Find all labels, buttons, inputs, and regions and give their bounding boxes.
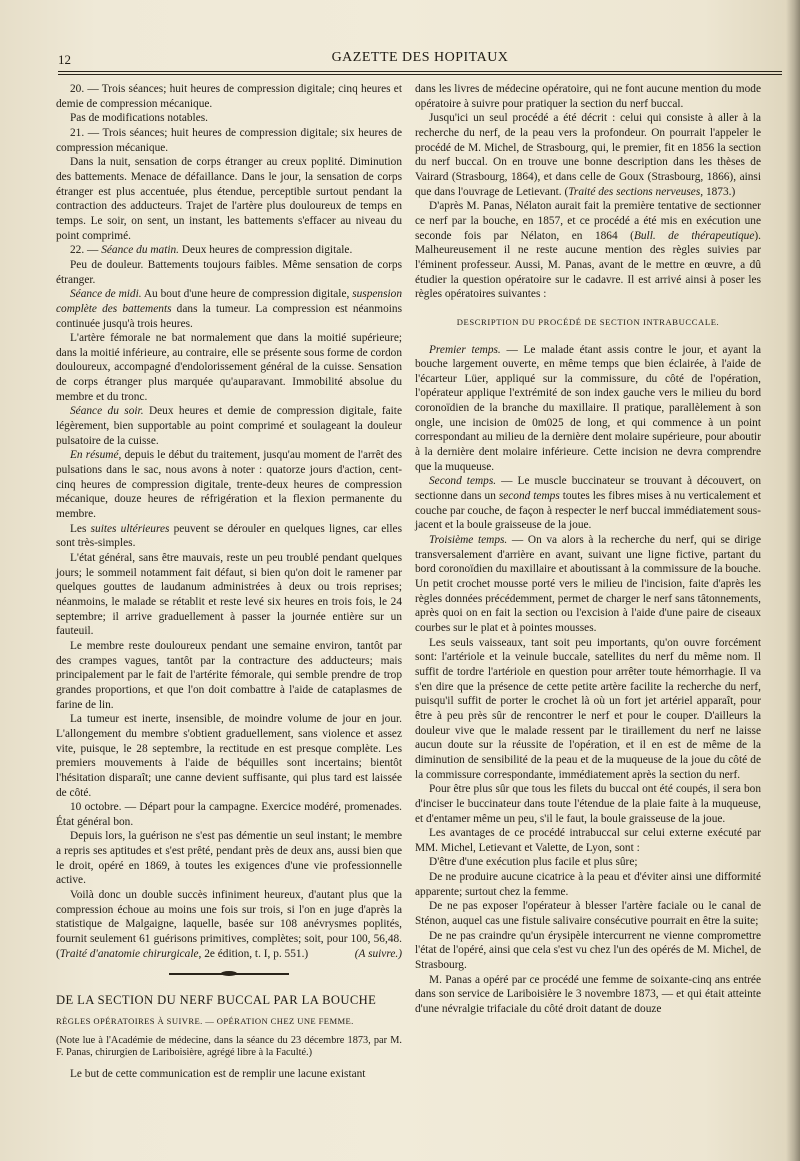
paragraph: Dans la nuit, sensation de corps étranger au creux poplité. Diminution des battements. Menace de défaillance. Dans le jour, la sensation de corps étranger est plus accentuée, plus étendue, perceptible surtout pendant la contraction des adducteurs. Trajet de l'artère plus douloureux de temps en temps. Le soir, on sent, un instant, les battements s'effacer au niveau du point comprimé. xyxy=(56,156,402,242)
paragraph: Séance du soir. Deux heures et demie de compression digitale, faite légèrement, bien supportable au point comprimé et soulageant la douleur pulsatoire de la cuisse. xyxy=(56,405,402,447)
page-edge-shadow xyxy=(786,0,800,1161)
paragraph: Pas de modifications notables. xyxy=(70,112,208,125)
paragraph: Les seuls vaisseaux, tant soit peu importants, qu'on ouvre forcément sont: l'artériole et la veinule buccale, satellites du nerf du même nom. Il suffit de tordre l'artériole en question pour arrêter toute hémorrhagie. Il va s'en dire que la présence de cette petite artère facilite la recherche du nerf, puisqu'il suffit de porter le crochet là où un fort jet artériel apparaît, pour être à peu près sûr de rencontrer le nerf et pour le couper. D'ailleurs la douleur vive que le malade ressent par le tiraillement du nerf ne laisse aucun doute sur la réussite de l'opération, et il en est de même de la diminution de sensibilité de la peau et de la muqueuse de la joue du côté de la commissure correspondante, immédiatement après la section du nerf. xyxy=(415,636,761,781)
section-separator xyxy=(169,971,289,977)
paragraph: Voilà donc un double succès infiniment heureux, d'autant plus que la compression échoue au moins une fois sur trois, si l'on en juge d'après la statistique de Malgaigne, laquelle, basée sur 108 anévrysmes poplités, fournit seulement 61 guérisons primitives, complètes; soit, pour 100, 56,48. (Traité d'anatomie chirurgicale, 2e édition, t. I, p. 551.) (A suivre.) xyxy=(56,889,402,960)
paragraph: Second temps. — Le muscle buccinateur se trouvant à découvert, on sectionne dans un second temps toutes les fibres mises à nu verticalement et couche par couche, de façon à respecter le nerf buccal immédiatement sous-jacent et la boule graisseuse de la joue. xyxy=(415,475,761,532)
paragraph: D'après M. Panas, Nélaton aurait fait la première tentative de sectionner ce nerf par la bouche, en 1857, et ce procédé a été mis en exécution une seconde fois par Nélaton, en 1864 (Bull. de thérapeutique). Malheureusement il ne reste aucune mention des règles suivies par l'éminent professeur. Aussi, M. Panas, avant de le mettre en œuvre, a dû étudier la question opératoire sur le cadavre. Il est arrivé ainsi à poser les règles opératoires suivantes : xyxy=(415,200,762,301)
paragraph: Peu de douleur. Battements toujours faibles. Même sensation de corps étranger. xyxy=(56,258,402,286)
paragraph: De ne pas exposer l'opérateur à blesser l'artère faciale ou le canal de Sténon, auquel cas une fistule salivaire consécutive pourrait en être la suite; xyxy=(415,900,761,928)
paragraph: dans les livres de médecine opératoire, qui ne font aucune mention du mode opératoire à suivre pour pratiquer la section du nerf buccal. xyxy=(415,83,761,110)
paragraph: Jusqu'ici un seul procédé a été décrit : celui qui consiste à aller à la recherche du nerf, de la peau vers la profondeur. On pourrait l'appeler le procédé de M. Michel, de Strasbourg, qui, le premier, fit en 1856 la section du nerf buccal. On en trouve une bonne description dans les thèses de Vairard (Strasbourg, 1864), et dans celle de Goux (Strasbourg, 1866), ainsi que dans l'ouvrage de Letievant. (Traité des sections nerveuses, 1873.) xyxy=(415,112,761,198)
article-subtitle: RÈGLES OPÉRATOIRES À SUIVRE. — OPÉRATION CHEZ UNE FEMME. xyxy=(56,1016,354,1027)
left-column xyxy=(56,82,402,1082)
section-heading: DESCRIPTION DU PROCÉDÉ DE SECTION INTRABUCCALE. xyxy=(456,316,720,327)
to-be-continued: (A suivre.) xyxy=(354,947,402,960)
paragraph: Troisième temps. — On va alors à la recherche du nerf, qui se dirige transversalement d'arrière en avant, suivant une ligne fictive, partant du bord coronoïdien du maxillaire et aboutissant à la commissure de la bouche. Un petit crochet mousse porté vers le milieu de l'incision, faite d'après les règles données précédemment, permet de charger le nerf sans tâtonnements, après quoi on en fait la section ou l'excision à l'aide d'une paire de ciseaux courbes sur le plat et à pointes mousses. xyxy=(415,534,761,634)
article-note: (Note lue à l'Académie de médecine, dans la séance du 23 décembre 1873, par M. F. Panas, chirurgien de Lariboisière, agrégé libre à la Faculté.) xyxy=(56,1034,402,1059)
paragraph: L'état général, sans être mauvais, reste un peu troublé pendant quelques jours; le sommeil notamment fait défaut, si bien qu'on doit le ramener par quelques gouttes de laudanum administrées à deux ou trois reprises; néanmoins, le malade se rétablit et reste levé six heures en trois fois, le 24 septembre; il arrive graduellement à passer la journée entière sur un fauteuil. xyxy=(56,552,402,638)
running-title: GAZETTE DES HOPITAUX xyxy=(331,50,509,65)
page-header xyxy=(58,46,782,70)
paragraph: Pour être plus sûr que tous les filets du buccal ont été coupés, il sera bon d'inciser le buccinateur dans toute l'étendue de la plaie faite à la muqueuse, et d'entamer même un peu, s'il le faut, la boule graisseuse de la joue. xyxy=(415,783,761,825)
paragraph: Depuis lors, la guérison ne s'est pas démentie un seul instant; le membre a repris ses aptitudes et s'est prêté, pendant près de deux ans, aussi bien que le droit, opéré en 1869, à toutes les exigences d'une vie professionnelle active. xyxy=(56,830,402,887)
article-title: DE LA SECTION DU NERF BUCCAL PAR LA BOUCHE xyxy=(56,993,377,1008)
paragraph: 21. — Trois séances; huit heures de compression digitale; six heures de compression mécanique. xyxy=(56,126,402,154)
paragraph: Les suites ultérieures peuvent se dérouler en quelques lignes, car elles sont très-simples. xyxy=(56,522,402,550)
right-column xyxy=(415,82,761,1017)
paragraph: 22. — Séance du matin. Deux heures de compression digitale. xyxy=(70,244,353,257)
page-number: 12 xyxy=(58,52,71,67)
paragraph: Le membre reste douloureux pendant une semaine environ, tantôt par des crampes vagues, tantôt par la contracture des adducteurs; mais principalement par le fait de l'artérite fémorale, qui semble prendre de trop grandes proportions, et que l'on doit combattre à l'aide de cataplasmes de farine de lin. xyxy=(56,639,402,711)
paragraph: De ne pas craindre qu'un érysipèle intercurrent ne vienne compromettre l'état de l'opéré, ainsi que cela s'est vu chez l'un des opérés de M. Michel, de Strasbourg. xyxy=(415,929,761,972)
paragraph: 10 octobre. — Départ pour la campagne. Exercice modéré, promenades. État général bon. xyxy=(56,801,402,828)
paragraph: M. Panas a opéré par ce procédé une femme de soixante-cinq ans entrée dans son service de Lariboisière le 3 novembre 1873, — et qui était atteinte d'une névralgie trifaciale du côté droit datant de douze xyxy=(415,973,761,1016)
paragraph: Premier temps. — Le malade étant assis contre le jour, et ayant la bouche largement ouverte, en même temps que bien éclairée, à l'aide de l'écarteur Lüer, appliqué sur la commissure, du côté de l'opération, l'opérateur applique l'extrémité de son index gauche vers le milieu du bord coronoïdien de la branche du maxillaire. Il pratique, parallèlement à son ongle, une incision de 0m025 de long, et qui commence à un point correspondant au milieu de la dernière dent molaire supérieure, pour aboutir à la dernière dent molaire inférieure. Cette incision ne devra comprendre que la muqueuse. xyxy=(415,343,761,473)
paragraph: D'être d'une exécution plus facile et plus sûre; xyxy=(429,856,638,869)
paragraph: Le but de cette communication est de remplir une lacune existant xyxy=(70,1067,366,1080)
paragraph: L'artère fémorale ne bat normalement que dans la moitié supérieure; dans la moitié inférieure, au contraire, elle se présente sous forme de cordon douloureux, accompagné d'endolorissement général de la cuisse. Sensation de corps étranger plus marquée qu'auparavant. Immobilité absolue du membre et du tronc. xyxy=(56,332,402,403)
paragraph: 20. — Trois séances; huit heures de compression digitale; cinq heures et demie de compression mécanique. xyxy=(56,83,402,110)
paragraph: De ne produire aucune cicatrice à la peau et d'éviter ainsi une difformité apparente; surtout chez la femme. xyxy=(415,871,761,898)
paragraph: La tumeur est inerte, insensible, de moindre volume de jour en jour. L'allongement du membre s'obtient graduellement, sans violence et assez vite, puisque, le 28 septembre, la rectitude en est presque complète. Les premiers mouvements à l'aide de béquilles sont incertains; bientôt l'hésitation disparaît; une canne devient suffisante, qui plus tard est laissée de côté. xyxy=(56,713,402,799)
paragraph: Les avantages de ce procédé intrabuccal sur celui externe exécuté par MM. Michel, Letievant et Valette, de Lyon, sont : xyxy=(415,827,761,854)
header-rule xyxy=(58,71,782,75)
paragraph: En résumé, depuis le début du traitement, jusqu'au moment de l'arrêt des pulsations dans le sac, nous avons à noter : quatorze jours d'action, cent-cinq heures de compression digitale, trente-deux heures de compression mécanique, douze heures de réfrigération et la flexion permanente du membre. xyxy=(56,449,402,521)
paragraph: Séance de midi. Au bout d'une heure de compression digitale, suspension complète des battements dans la tumeur. La compression est néanmoins continuée jusqu'à trois heures. xyxy=(56,288,402,330)
